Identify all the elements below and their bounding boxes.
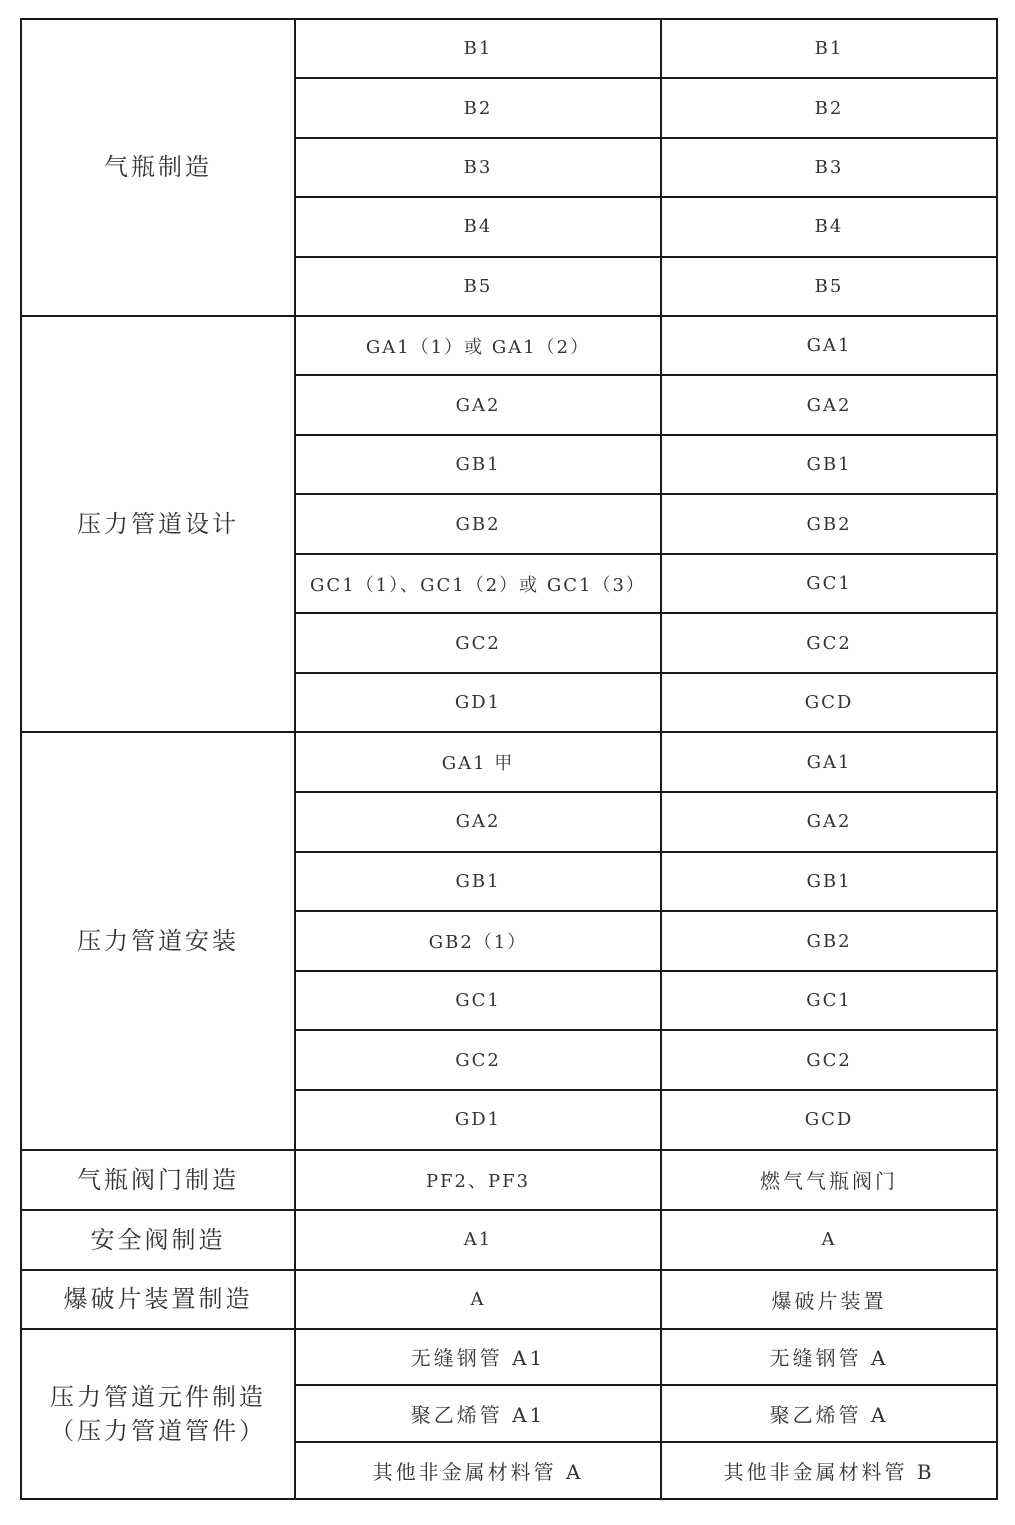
original-level-cell: PF2、PF3	[295, 1150, 661, 1210]
category-cell	[21, 19, 295, 316]
new-level-cell: A	[661, 1210, 997, 1270]
new-level-cell: GC2	[661, 613, 997, 673]
table-body	[21, 19, 997, 1499]
original-level-cell: B1	[295, 19, 661, 78]
original-level-cell: A1	[295, 1210, 661, 1270]
new-level-cell: GB2	[661, 911, 997, 971]
new-level-cell: B4	[661, 197, 997, 256]
new-level-cell: GC1	[661, 971, 997, 1031]
new-level-cell: GC2	[661, 1030, 997, 1090]
table-row	[21, 316, 997, 376]
category-cell	[21, 1150, 295, 1210]
new-level-cell: B3	[661, 138, 997, 197]
original-level-cell: GD1	[295, 1090, 661, 1150]
original-level-cell: B3	[295, 138, 661, 197]
new-level-cell: 其他非金属材料管 B	[661, 1442, 997, 1499]
original-level-cell: B2	[295, 78, 661, 137]
category-label: 压力管道元件制造	[50, 1382, 266, 1411]
category-label: （压力管道管件）	[50, 1416, 266, 1445]
new-level-cell: 无缝钢管 A	[661, 1329, 997, 1386]
new-level-cell: 燃气气瓶阀门	[661, 1150, 997, 1210]
category-label: 压力管道设计	[77, 510, 239, 539]
original-level-cell: GB2	[295, 494, 661, 554]
original-level-cell: GC1（1）、GC1（2）或 GC1（3）	[295, 554, 661, 614]
new-level-cell: 爆破片装置	[661, 1270, 997, 1329]
original-level-cell: 聚乙烯管 A1	[295, 1385, 661, 1442]
original-level-cell: A	[295, 1270, 661, 1329]
original-level-cell: GD1	[295, 673, 661, 733]
category-label: 压力管道安装	[77, 927, 239, 956]
category-cell	[21, 1210, 295, 1270]
original-level-cell: GC2	[295, 1030, 661, 1090]
new-level-cell: GA2	[661, 792, 997, 852]
original-level-cell: GB2（1）	[295, 911, 661, 971]
category-label: 气瓶阀门制造	[77, 1165, 239, 1194]
original-level-cell: GA2	[295, 375, 661, 435]
original-level-cell: GB1	[295, 852, 661, 912]
new-level-cell: GA1	[661, 732, 997, 792]
category-label: 安全阀制造	[90, 1225, 226, 1254]
new-level-cell: GB1	[661, 435, 997, 495]
new-level-cell: B5	[661, 257, 997, 316]
new-level-cell: GB2	[661, 494, 997, 554]
new-level-cell: GA1	[661, 316, 997, 376]
table-row	[21, 1270, 997, 1329]
original-level-cell: GA1 甲	[295, 732, 661, 792]
new-level-cell: GA2	[661, 375, 997, 435]
category-cell	[21, 316, 295, 733]
new-level-cell: GCD	[661, 1090, 997, 1150]
new-level-cell: B2	[661, 78, 997, 137]
table-row	[21, 1329, 997, 1386]
new-level-cell: GCD	[661, 673, 997, 733]
new-level-cell: GC1	[661, 554, 997, 614]
original-level-cell: GC1	[295, 971, 661, 1031]
table-row	[21, 19, 997, 78]
table-row	[21, 732, 997, 792]
new-level-cell: 聚乙烯管 A	[661, 1385, 997, 1442]
original-level-cell: B5	[295, 257, 661, 316]
category-cell	[21, 732, 295, 1149]
original-level-cell: GA1（1）或 GA1（2）	[295, 316, 661, 376]
category-label: 气瓶制造	[104, 153, 212, 182]
qualification-mapping-table	[20, 18, 998, 1500]
category-label: 爆破片装置制造	[63, 1285, 253, 1314]
table-row	[21, 1210, 997, 1270]
new-level-cell: GB1	[661, 852, 997, 912]
new-level-cell: B1	[661, 19, 997, 78]
category-cell	[21, 1270, 295, 1329]
original-level-cell: 无缝钢管 A1	[295, 1329, 661, 1386]
original-level-cell: B4	[295, 197, 661, 256]
category-cell	[21, 1329, 295, 1499]
original-level-cell: GB1	[295, 435, 661, 495]
table-row	[21, 1150, 997, 1210]
original-level-cell: GA2	[295, 792, 661, 852]
original-level-cell: GC2	[295, 613, 661, 673]
original-level-cell: 其他非金属材料管 A	[295, 1442, 661, 1499]
